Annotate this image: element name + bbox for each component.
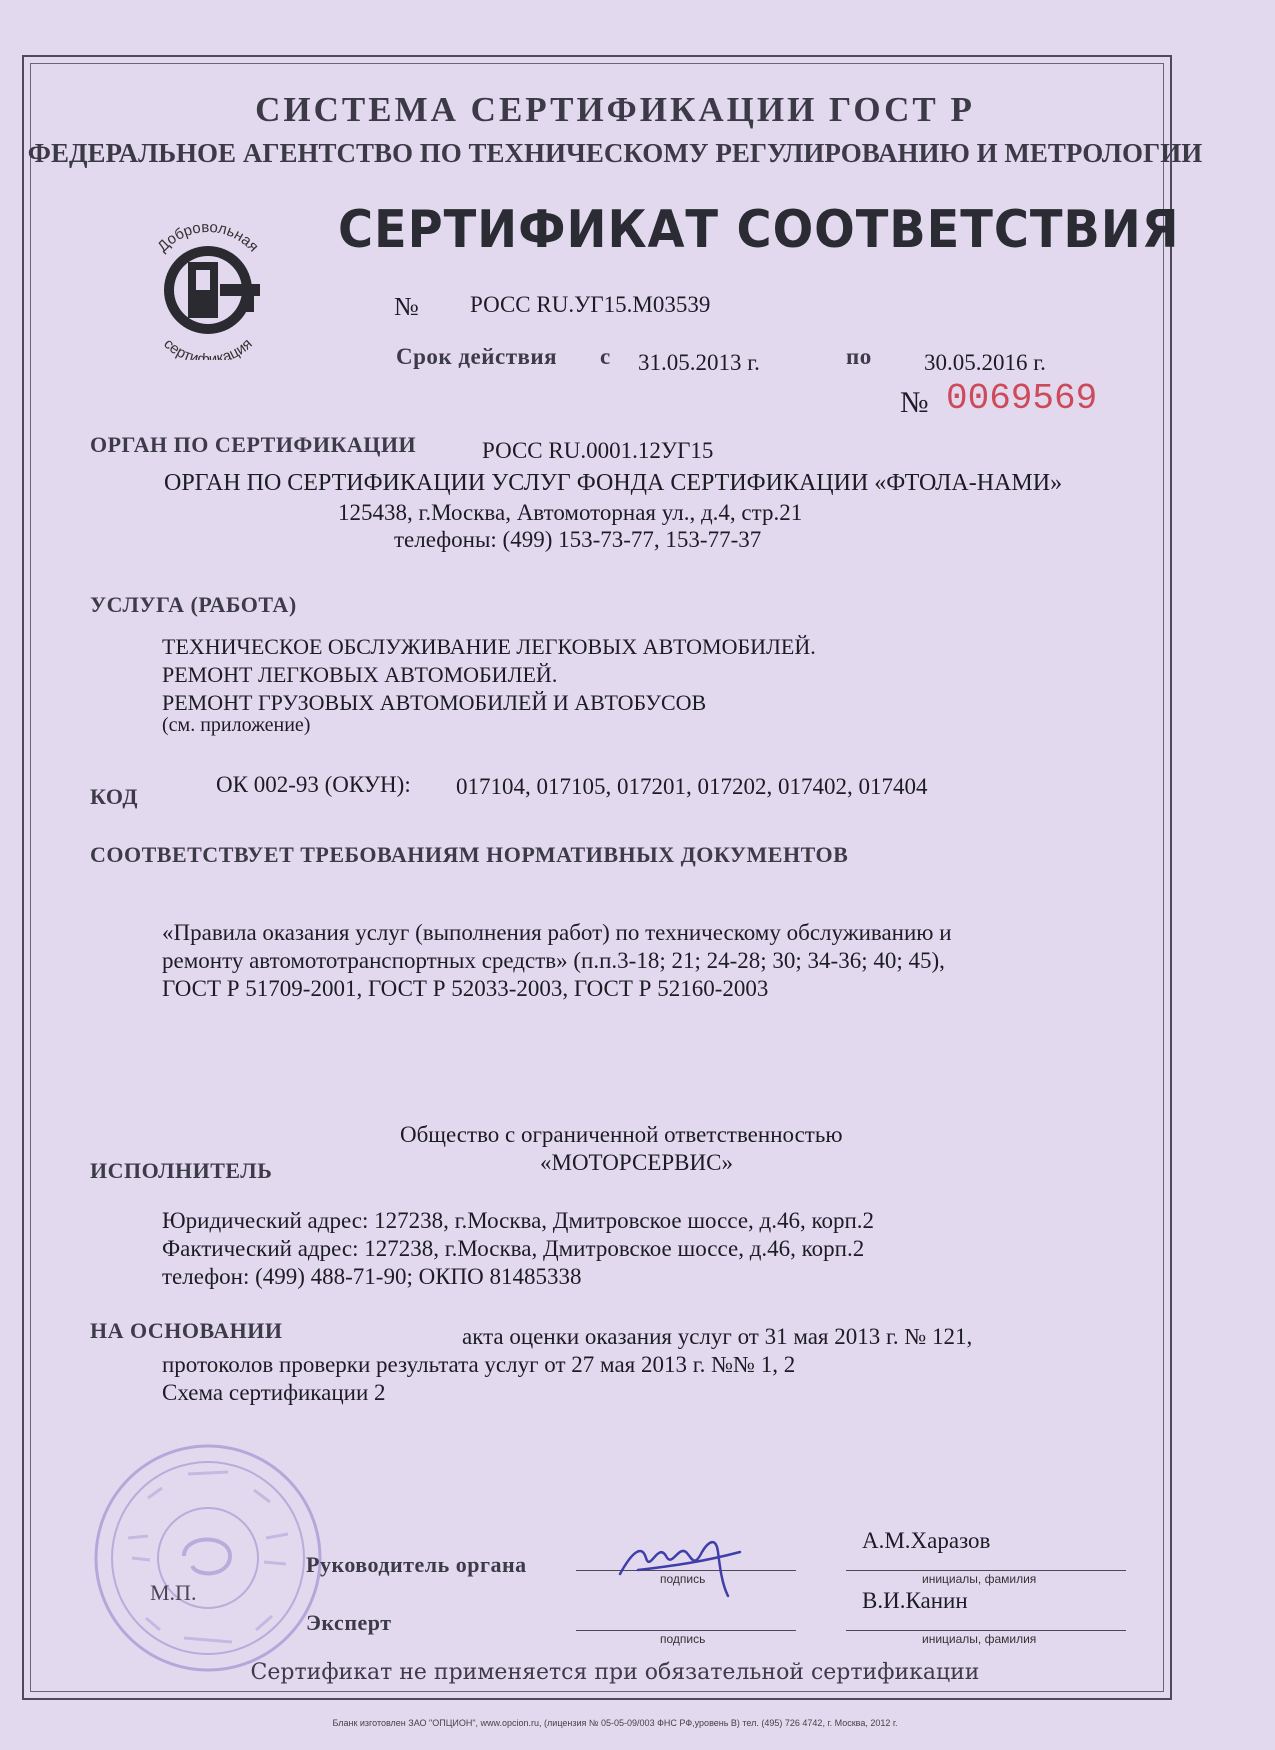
head-signature-caption: подпись: [660, 1572, 706, 1586]
basis-line-1: акта оценки оказания услуг от 31 мая 2013 г. № 121,: [462, 1324, 973, 1349]
executor-actual-address: Фактический адрес: 127238, г.Москва, Дмитровское шоссе, д.46, корп.2: [162, 1236, 865, 1261]
service-note: (см. приложение): [162, 714, 311, 736]
service-line-3: РЕМОНТ ГРУЗОВЫХ АВТОМОБИЛЕЙ И АВТОБУСОВ: [162, 690, 707, 715]
certificate-number: РОСС RU.УГ15.М03539: [470, 292, 711, 317]
svg-text:сертификация: [160, 335, 255, 360]
document-title: СЕРТИФИКАТ СООТВЕТСТВИЯ: [338, 200, 1180, 260]
cert-body-address: 125438, г.Москва, Автомоторная ул., д.4, стр.21: [338, 500, 803, 525]
expert-name: В.И.Канин: [862, 1588, 968, 1613]
serial-number: 0069569: [946, 378, 1098, 419]
validity-from-label: с: [600, 344, 611, 369]
service-line-2: РЕМОНТ ЛЕГКОВЫХ АВТОМОБИЛЕЙ.: [162, 662, 558, 687]
expert-name-line: [846, 1630, 1126, 1631]
head-handwritten-signature: [612, 1522, 762, 1602]
valid-to-date: 30.05.2016 г.: [924, 350, 1046, 375]
executor-label: ИСПОЛНИТЕЛЬ: [90, 1158, 273, 1183]
rst-logo-icon: [128, 210, 288, 360]
head-name-line: [846, 1570, 1126, 1571]
basis-label: НА ОСНОВАНИИ: [90, 1318, 283, 1343]
signature-icon: [612, 1522, 762, 1602]
official-stamp: [88, 1438, 328, 1678]
basis-line-3: Схема сертификации 2: [162, 1380, 386, 1405]
stamp-place-label: М.П.: [150, 1580, 197, 1605]
stamp-seal-icon: [88, 1438, 328, 1678]
serial-sign: №: [900, 386, 929, 419]
compliance-line-2: ремонту автомототранспортных средств» (п.п.3-18; 21; 24-28; 30; 34-36; 40; 45),: [162, 948, 945, 973]
cert-body-name: ОРГАН ПО СЕРТИФИКАЦИИ УСЛУГ ФОНДА СЕРТИФИКАЦИИ «ФТОЛА-НАМИ»: [164, 470, 1063, 496]
expert-signature-line: [576, 1630, 796, 1631]
executor-phone: телефон: (499) 488-71-90; ОКПО 81485338: [162, 1264, 582, 1289]
code-label: КОД: [90, 784, 139, 809]
system-title: СИСТЕМА СЕРТИФИКАЦИИ ГОСТ Р: [255, 90, 975, 129]
cert-body-code: РОСС RU.0001.12УГ15: [482, 438, 714, 463]
printer-imprint: Бланк изготовлен ЗАО "ОПЦИОН", www.opcion.ru, (лицензия № 05-05-09/003 ФНС РФ,уровень В) тел. (495) 726 4742, г. Москва, 2012 г.: [332, 1718, 898, 1728]
compliance-line-3: ГОСТ Р 51709-2001, ГОСТ Р 52033-2003, ГОСТ Р 52160-2003: [162, 976, 769, 1001]
compliance-label: СООТВЕТСТВУЕТ ТРЕБОВАНИЯМ НОРМАТИВНЫХ ДОКУМЕНТОВ: [90, 842, 849, 867]
cert-body-phones: телефоны: (499) 153-73-77, 153-77-37: [394, 527, 762, 552]
basis-line-2: протоколов проверки результата услуг от 27 мая 2013 г. №№ 1, 2: [162, 1352, 796, 1377]
logo-top-text: Добровольная: [154, 218, 262, 256]
expert-initials-caption: инициалы, фамилия: [922, 1632, 1037, 1646]
service-label: УСЛУГА (РАБОТА): [90, 592, 297, 617]
head-name: А.М.Харазов: [862, 1528, 991, 1553]
agency-name: ФЕДЕРАЛЬНОЕ АГЕНТСТВО ПО ТЕХНИЧЕСКОМУ РЕГУЛИРОВАНИЮ И МЕТРОЛОГИИ: [27, 138, 1203, 168]
compliance-line-1: «Правила оказания услуг (выполнения работ) по техническому обслуживанию и: [162, 920, 952, 945]
validity-label: Срок действия: [396, 344, 558, 369]
executor-org-form: Общество с ограниченной ответственностью: [400, 1122, 843, 1147]
expert-signature-caption: подпись: [660, 1632, 706, 1646]
executor-legal-address: Юридический адрес: 127238, г.Москва, Дмитровское шоссе, д.46, корп.2: [162, 1208, 875, 1233]
expert-label: Эксперт: [306, 1610, 392, 1635]
number-sign: №: [394, 292, 419, 321]
rst-logo: [128, 210, 288, 360]
footer-note: Сертификат не применяется при обязательной сертификации: [250, 1660, 980, 1685]
head-label: Руководитель органа: [306, 1552, 527, 1577]
cert-body-label: ОРГАН ПО СЕРТИФИКАЦИИ: [90, 432, 417, 457]
validity-to-label: по: [846, 344, 872, 369]
code-values: 017104, 017105, 017201, 017202, 017402, 017404: [456, 774, 928, 799]
valid-from-date: 31.05.2013 г.: [638, 350, 760, 375]
code-classifier: ОК 002-93 (ОКУН):: [216, 772, 411, 797]
executor-org-name: «МОТОРСЕРВИС»: [540, 1150, 733, 1175]
service-line-1: ТЕХНИЧЕСКОЕ ОБСЛУЖИВАНИЕ ЛЕГКОВЫХ АВТОМОБИЛЕЙ.: [162, 634, 816, 659]
head-initials-caption: инициалы, фамилия: [922, 1572, 1037, 1586]
logo-bottom-text: сертификация: [160, 335, 256, 360]
